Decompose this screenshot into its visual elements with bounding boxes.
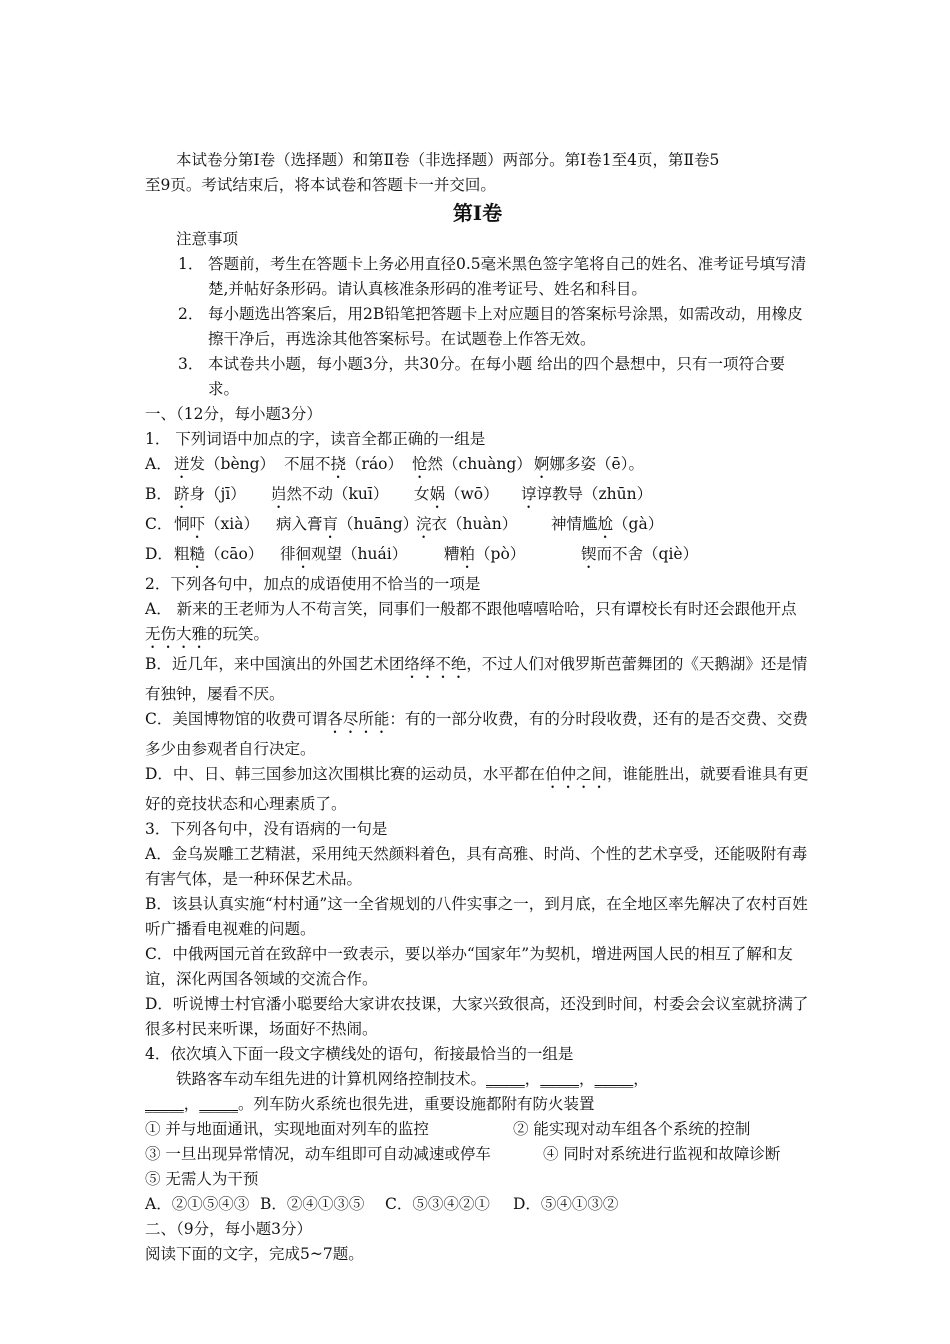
word-item: 婀娜多姿（ē）。 — [534, 455, 644, 473]
q1-option-c — [145, 512, 810, 542]
dotted-idiom: 无伤大雅 — [145, 625, 208, 643]
q2-option-a: A． 新来的王老师为人不苟言笑，同事们一般都不跟他嘻嘻哈哈，只有谭校长有时还会跟他开点无伤大雅的玩笑。 — [145, 600, 797, 643]
q2-option-b: B．近几年，来中国演出的外国艺术团络绎不绝，不过人们对俄罗斯芭蕾舞团的《天鹅湖》还是情有独钟，屡看不厌。 — [145, 655, 808, 703]
q3-option-a: A．金乌炭雕工艺精湛，采用纯天然颜料着色，具有高雅、时尚、个性的艺术享受，还能吸附有毒有害气体，是一种环保艺术品。 — [145, 845, 808, 888]
q3-stem: 3．下列各句中，没有语病的一句是 — [145, 820, 388, 838]
fill-blank: _____ — [199, 1095, 239, 1113]
intro-line-1: 本试卷分第Ⅰ卷（选择题）和第Ⅱ卷（非选择题）两部分。第Ⅰ卷1至4页，第Ⅱ卷5 — [176, 151, 720, 169]
word-item: 神情尴尬（gà） — [551, 515, 664, 533]
q4-choice-4: ④ 同时对系统进行监视和故障诊断 — [543, 1145, 781, 1163]
q1-stem: 1． 下列词语中加点的字，读音全都正确的一组是 — [145, 430, 486, 448]
word-item: 锲而不舍（qiè） — [581, 545, 699, 563]
note-number: 3． — [178, 355, 204, 373]
note-text: 每小题选出答案后，用2B铅笔把答题卡上对应题目的答案标号涂黑，如需改动，用橡皮擦干净后，再选涂其他答案标号。在试题卷上作答无效。 — [208, 305, 803, 348]
q4-choice-3: ③ 一旦出现异常情况，动车组即可自动减速或停车 — [145, 1145, 491, 1163]
q4-options-row-2 — [145, 1142, 810, 1167]
dotted-idiom: 络绎不绝 — [404, 655, 467, 673]
q2-option-d: D．中、日、韩三国参加这次围棋比赛的运动员，水平都在伯仲之间，谁能胜出，就要看谁具有更好的竞技状态和心理素质了。 — [145, 765, 809, 813]
word-item: 恫吓（xià） — [174, 515, 259, 533]
volume-title: 第Ⅰ卷 — [452, 201, 503, 225]
word-item: 浣衣（huàn） — [416, 515, 518, 533]
note-item — [145, 302, 810, 352]
fill-blank: _____ — [594, 1070, 634, 1088]
q1-option-b — [145, 482, 810, 512]
answer-option-b: B．②④①③⑤ — [260, 1195, 365, 1213]
dotted-idiom: 伯仲之间 — [544, 765, 607, 783]
fill-blank: _____ — [540, 1070, 580, 1088]
q3-option-d: D．听说博士村官潘小聪要给大家讲农技课，大家兴致很高，还没到时间，村委会会议室就挤满了很多村民来听课，场面好不热闹。 — [145, 995, 809, 1038]
q1-option-a — [145, 452, 810, 482]
note-item — [145, 352, 810, 402]
note-number: 2． — [178, 305, 204, 323]
fill-blank: _____ — [486, 1070, 525, 1088]
section-1-heading: 一、（12分，每小题3分） — [145, 405, 322, 423]
word-item: 岿然不动（kuī） — [271, 485, 389, 503]
q2-stem: 2．下列各句中，加点的成语使用不恰当的一项是 — [145, 575, 481, 593]
q1-option-d — [145, 542, 810, 572]
q2-option-c: C．美国博物馆的收费可谓各尽所能：有的一部分收费，有的分时段收费，还有的是否交费、交费多少由参观者自行决定。 — [145, 710, 808, 758]
word-item: 糟粕（pò） — [444, 545, 526, 563]
word-item: 迸发（bèng） — [174, 455, 276, 473]
q3-option-c: C．中俄两国元首在致辞中一致表示，要以举办“国家年”为契机，增进两国人民的相互了解和友谊，深化两国各领域的交流合作。 — [145, 945, 793, 988]
option-label: A． — [145, 455, 172, 473]
q3-option-b: B．该县认真实施“村村通”这一全省规划的八件实事之一，到月底，在全地区率先解决了农村百姓听广播看电视难的问题。 — [145, 895, 808, 938]
word-item: 粗糙（cāo） — [174, 545, 264, 563]
note-text: 本试卷共小题，每小题3分，共30分。在每小题 给出的四个悬想中，只有一项符合要求。 — [208, 355, 786, 398]
word-item: 女娲（wō） — [414, 485, 499, 503]
fill-blank: _____ — [145, 1095, 184, 1113]
intro-line-2: 至9页。考试结束后，将本试卷和答题卡一并交回。 — [145, 176, 496, 194]
word-item: 徘徊观望（huái） — [280, 545, 408, 563]
answer-option-a: A．②①⑤④③ — [145, 1195, 250, 1213]
word-item: 怆然（chuàng） — [412, 455, 532, 473]
q4-choice-2: ② 能实现对动车组各个系统的控制 — [513, 1120, 751, 1138]
notes-heading: 注意事项 — [176, 230, 239, 248]
note-item — [145, 252, 810, 302]
q4-stem: 4．依次填入下面一段文字横线处的语句，衔接最恰当的一组是 — [145, 1045, 574, 1063]
exam-content — [145, 148, 810, 1267]
q4-passage-line-2: _____，_____。列车防火系统也很先进，重要设施都附有防火装置 — [145, 1095, 595, 1113]
note-text: 答题前，考生在答题卡上务必用直径0.5毫米黑色签字笔将自己的姓名、准考证号填写清楚,并帖好条形码。请认真核准条形码的准考证号、姓名和科目。 — [208, 255, 807, 298]
option-label: D． — [145, 545, 173, 563]
answer-option-d: D．⑤④①③② — [513, 1195, 619, 1213]
word-item: 跻身（jī） — [174, 485, 246, 503]
q4-choice-1: ① 并与地面通讯，实现地面对列车的监控 — [145, 1120, 429, 1138]
q4-answers — [145, 1192, 810, 1217]
note-number: 1． — [178, 255, 204, 273]
q4-passage-line-1: 铁路客车动车组先进的计算机网络控制技术。_____，_____，_____， — [176, 1070, 649, 1088]
q4-choice-5: ⑤ 无需人为干预 — [145, 1170, 259, 1188]
section-2-heading: 二、（9分，每小题3分） — [145, 1220, 312, 1238]
word-item: 谆谆教导（zhūn） — [521, 485, 653, 503]
q4-options-row-1 — [145, 1117, 810, 1142]
reading-instruction: 阅读下面的文字，完成5~7题。 — [145, 1245, 364, 1263]
dotted-idiom: 各尽所能 — [327, 710, 390, 728]
answer-option-c: C．⑤③④②① — [385, 1195, 490, 1213]
word-item: 病入膏肓（huāng） — [276, 515, 419, 533]
option-label: C． — [145, 515, 173, 533]
option-label: B． — [145, 485, 172, 503]
word-item: 不屈不挠（ráo） — [284, 455, 404, 473]
